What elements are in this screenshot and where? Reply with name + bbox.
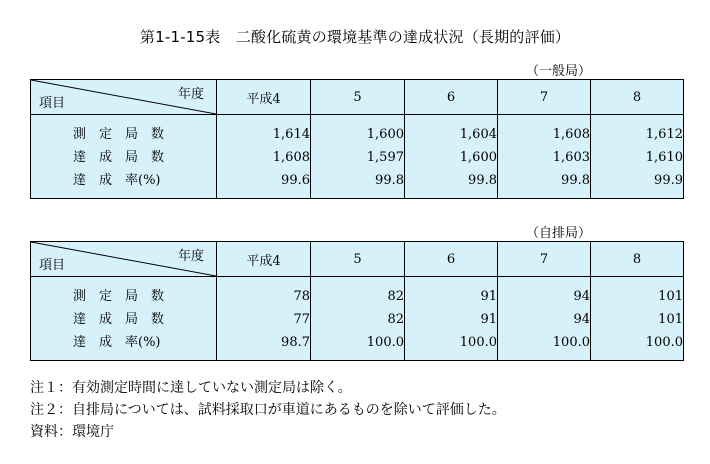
header-corner (31, 80, 217, 115)
row-label: 測 定 局 数 (73, 289, 165, 304)
data-body (31, 115, 684, 199)
value-cell: 1,608 (552, 127, 590, 142)
source-note: 資料：環境庁 (30, 424, 114, 440)
value-cell: 1,614 (272, 127, 310, 142)
year-header: 6 (405, 242, 498, 277)
year-header: 6 (405, 80, 498, 115)
year-column (217, 277, 311, 361)
row-labels (31, 115, 217, 199)
value-cell: 1,608 (272, 150, 310, 165)
value-cell: 82 (387, 289, 404, 304)
value-cell: 100.0 (366, 335, 404, 350)
value-cell: 1,597 (366, 150, 404, 165)
category-label-general: （一般局） (526, 64, 592, 79)
header-corner (31, 242, 217, 277)
header-item-label: 項目 (39, 258, 66, 273)
value-cell: 101 (658, 312, 683, 327)
header-year-label: 年度 (177, 87, 204, 102)
value-cell: 98.7 (281, 335, 310, 350)
row-label: 達 成 率(%) (73, 335, 161, 350)
value-cell: 94 (573, 312, 590, 327)
footnote: 注１：有効測定時間に達していない測定局は除く。 (30, 380, 352, 396)
general-station-table (30, 79, 684, 199)
year-header: 7 (498, 242, 591, 277)
value-cell: 99.8 (375, 173, 404, 188)
row-label: 測 定 局 数 (73, 127, 165, 142)
year-header: 7 (498, 80, 591, 115)
header-row (31, 242, 684, 277)
value-cell: 77 (293, 312, 310, 327)
category-label-roadside: （自排局） (526, 226, 592, 241)
year-column (311, 277, 405, 361)
header-row (31, 80, 684, 115)
value-cell: 78 (293, 289, 310, 304)
year-header: 5 (311, 80, 405, 115)
value-cell: 99.8 (561, 173, 590, 188)
value-cell: 99.9 (654, 173, 683, 188)
value-cell: 100.0 (552, 335, 590, 350)
row-labels (31, 277, 217, 361)
value-cell: 91 (480, 312, 497, 327)
value-cell: 1,603 (552, 150, 590, 165)
header-item-label: 項目 (39, 96, 66, 111)
value-cell: 1,604 (459, 127, 497, 142)
value-cell: 99.6 (281, 173, 310, 188)
year-column (311, 115, 405, 199)
year-column (591, 277, 684, 361)
value-cell: 1,610 (645, 150, 683, 165)
value-cell: 100.0 (459, 335, 497, 350)
year-header: 平成4 (217, 242, 311, 277)
value-cell: 1,600 (459, 150, 497, 165)
row-label: 達 成 局 数 (73, 150, 165, 165)
year-column (591, 115, 684, 199)
roadside-station-table (30, 241, 684, 361)
data-body (31, 277, 684, 361)
value-cell: 1,600 (366, 127, 404, 142)
value-cell: 94 (573, 289, 590, 304)
year-column (405, 115, 498, 199)
header-year-label: 年度 (177, 249, 204, 264)
footnotes (30, 377, 506, 443)
value-cell: 100.0 (645, 335, 683, 350)
row-label: 達 成 局 数 (73, 312, 165, 327)
value-cell: 91 (480, 289, 497, 304)
table-title: 第1-1-15表 二酸化硫黄の環境基準の達成状況（長期的評価） (139, 28, 571, 46)
value-cell: 101 (658, 289, 683, 304)
year-column (498, 115, 591, 199)
year-header: 8 (591, 80, 684, 115)
year-column (217, 115, 311, 199)
year-column (405, 277, 498, 361)
year-header: 平成4 (217, 80, 311, 115)
value-cell: 82 (387, 312, 404, 327)
year-column (498, 277, 591, 361)
row-label: 達 成 率(%) (73, 173, 161, 188)
value-cell: 99.8 (468, 173, 497, 188)
year-header: 5 (311, 242, 405, 277)
footnote: 注２：自排局については、試料採取口が車道にあるものを除いて評価した。 (30, 402, 506, 418)
value-cell: 1,612 (645, 127, 683, 142)
year-header: 8 (591, 242, 684, 277)
